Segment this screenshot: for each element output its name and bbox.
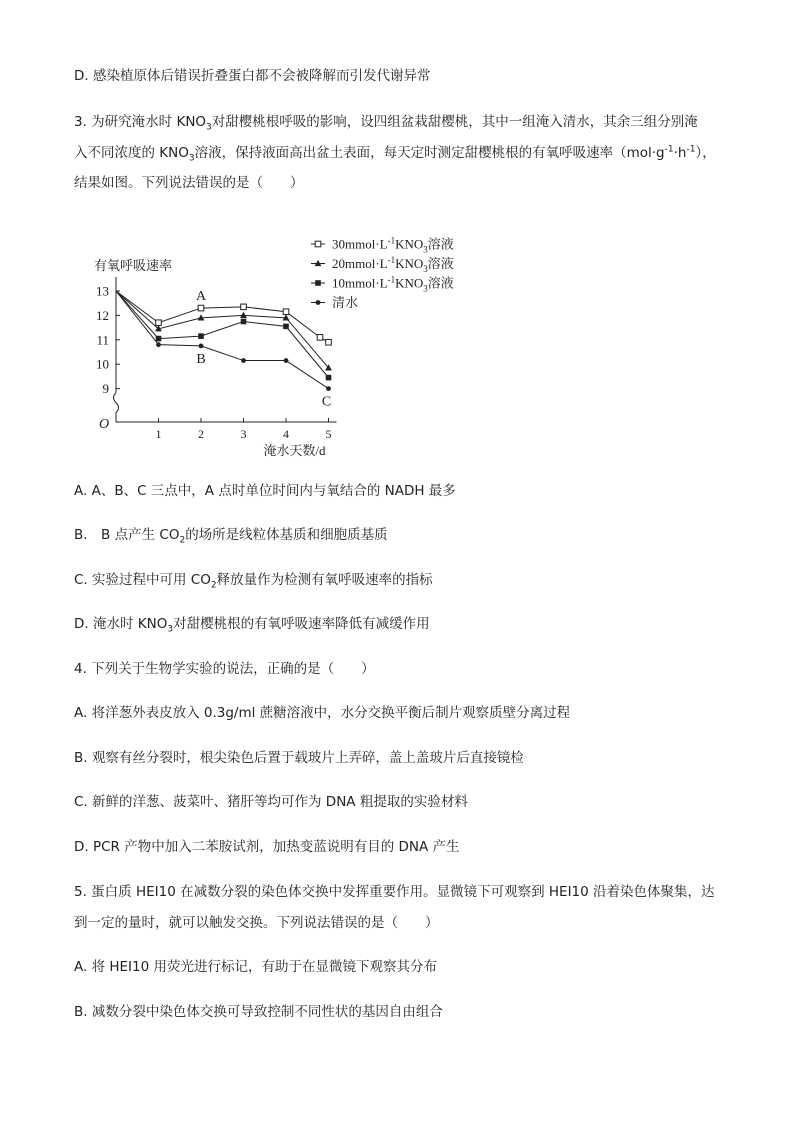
legend-label-3: 清水 [332, 296, 359, 311]
series-0-point-3 [241, 304, 247, 310]
series-line-2 [116, 291, 329, 378]
x-tick-label-1: 1 [155, 427, 162, 441]
origin-label: O [98, 417, 110, 432]
series-3-point-2 [199, 344, 204, 349]
annotation-C: C [321, 394, 332, 410]
option-4d: D. PCR 产物中加入二苯胺试剂，加热变蓝说明有目的 DNA 产生 [74, 839, 460, 855]
y-tick-label-9: 9 [102, 381, 109, 397]
y-tick-label-10: 10 [96, 356, 109, 372]
question-5-line1: 5. 蛋白质 HEI10 在减数分裂的染色体交换中发挥重要作用。显微镜下可观察到 HEI10 沿着染色体聚集，达 [74, 884, 715, 900]
y-tick-label-12: 12 [96, 307, 109, 323]
series-2-point-4 [283, 324, 289, 330]
x-tick-label-5: 5 [325, 427, 332, 441]
legend-marker-0 [315, 241, 321, 247]
series-1-point-3 [240, 312, 247, 318]
option-4b: B. 观察有丝分裂时，根尖染色后置于载玻片上弄碎，盖上盖玻片后直接镜检 [74, 750, 524, 766]
series-0-point-2 [198, 305, 204, 311]
question-3-line2: 入不同浓度的 $KNO_3$溶液，保持液面高出盆土表面，每天定时测定甜樱桃根的有氧呼吸速率$(mol\cdot g^{-1}\cdot h^{-1})$， [74, 144, 716, 164]
question-4: 4. 下列关于生物学实验的说法，正确的是（ ） [74, 661, 375, 677]
option-3c: C. 实验过程中可用 $CO_2$释放量作为检测有氧呼吸速率的指标 [74, 572, 433, 591]
series-line-1 [116, 291, 329, 368]
series-3-point-5 [326, 386, 331, 391]
x-tick-label-3: 3 [240, 427, 247, 441]
series-2-point-2 [198, 333, 204, 339]
series-3-point-4 [284, 358, 289, 363]
x-axis-label: 淹水天数/d [263, 443, 326, 458]
series-0-point-5 [326, 339, 332, 345]
series-0-point-extra [317, 335, 323, 341]
series-2-point-5 [326, 375, 332, 381]
option-3b: B. B 点产生 $CO_2$的场所是线粒体基质和细胞质基质 [74, 527, 388, 546]
legend-marker-3 [316, 300, 321, 305]
option-d-prev: D. 感染植原体后错误折叠蛋白都不会被降解而引发代谢异常 [74, 68, 431, 84]
y-axis-break [114, 393, 119, 422]
question-5-line2: 到一定的量时，就可以触发交换。下列说法错误的是（ ） [74, 915, 439, 931]
x-tick-label-4: 4 [283, 427, 289, 441]
annotation-A: A [195, 289, 207, 305]
y-tick-label-11: 11 [96, 332, 109, 348]
option-4c: C. 新鲜的洋葱、菠菜叶、猪肝等均可作为 DNA 粗提取的实验材料 [74, 794, 468, 810]
respiration-chart [88, 232, 468, 462]
option-5b: B. 减数分裂中染色体交换可导致控制不同性状的基因自由组合 [74, 1004, 443, 1020]
legend-marker-2 [315, 280, 321, 286]
series-0-point-1 [156, 320, 162, 326]
option-3a: A. A、B、C 三点中，A 点时单位时间内与氧结合的 NADH 最多 [74, 483, 456, 499]
option-3d: D. 淹水时 $KNO_3$对甜樱桃根的有氧呼吸速率降低有减缓作用 [74, 616, 430, 635]
series-3-point-1 [156, 342, 161, 347]
option-4a: A. 将洋葱外表皮放入 0.3g/ml 蔗糖溶液中，水分交换平衡后制片观察质壁分离过程 [74, 705, 571, 721]
legend-label-0: $30mmol\cdot L^{-1}KNO_3$溶液 [332, 235, 454, 255]
series-2-point-3 [241, 319, 247, 325]
x-tick-label-2: 2 [198, 427, 204, 441]
annotation-B: B [196, 351, 206, 367]
legend-label-2: $10mmol\cdot L^{-1}KNO_3$溶液 [332, 274, 454, 294]
legend-label-1: $20mmol\cdot L^{-1}KNO_3$溶液 [332, 255, 454, 274]
series-3-point-3 [241, 358, 246, 363]
option-5a: A. 将 HEI10 用荧光进行标记，有助于在显微镜下观察其分布 [74, 959, 438, 975]
series-2-point-1 [156, 336, 162, 342]
y-axis-label: 有氧呼吸速率 [94, 258, 173, 273]
question-3-line1: 3. 为研究淹水时 $KNO_3$对甜樱桃根呼吸的影响，设四组盆栽甜樱桃，其中一组淹入清水，其余三组分别淹 [74, 114, 698, 133]
question-3-line3: 结果如图。下列说法错误的是（ ） [74, 175, 304, 191]
series-0-point-4 [283, 309, 289, 315]
y-tick-label-13: 13 [96, 283, 109, 299]
